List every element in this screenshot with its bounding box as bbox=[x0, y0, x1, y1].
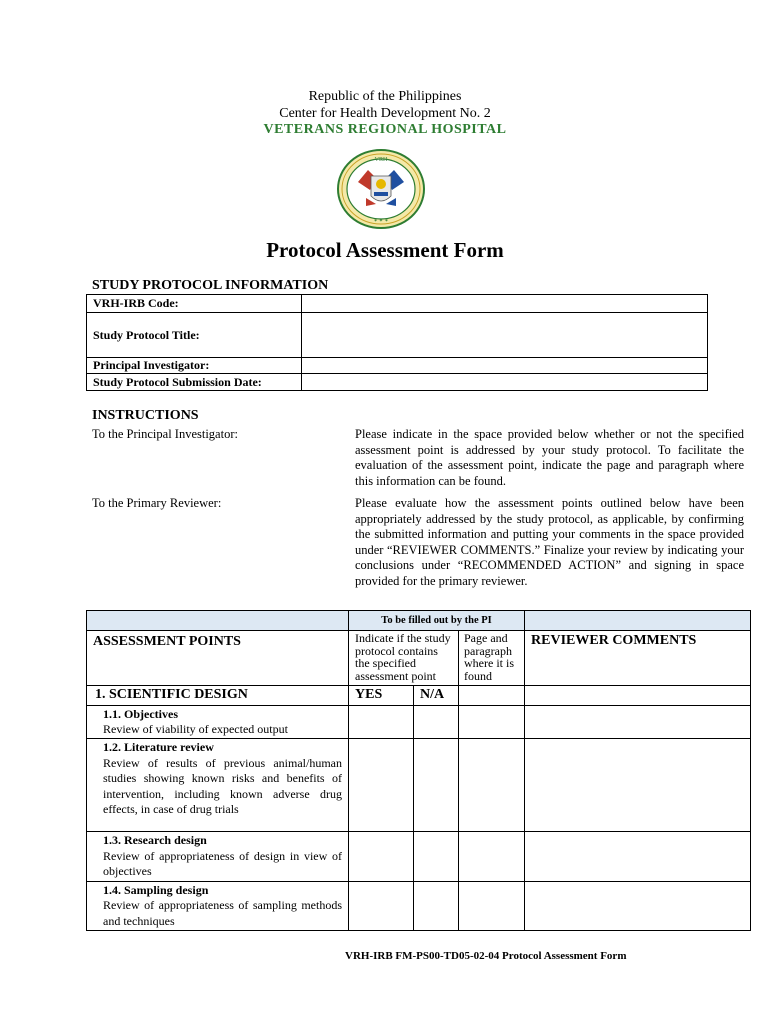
blank-cell bbox=[87, 611, 349, 631]
yes-header: YES bbox=[349, 686, 414, 706]
comment-cell[interactable] bbox=[525, 706, 751, 739]
assessment-points-header: ASSESSMENT POINTS bbox=[87, 631, 349, 686]
page-cell[interactable] bbox=[459, 832, 525, 882]
assessment-item-row bbox=[87, 739, 751, 832]
footer-form-code: VRH-IRB FM-PS00-TD05-02-04 Protocol Assessment Form bbox=[345, 950, 627, 962]
svg-text:✶ ✶ ✶: ✶ ✶ ✶ bbox=[373, 219, 389, 224]
submission-date-field[interactable] bbox=[302, 374, 708, 391]
assessment-item-row bbox=[87, 832, 751, 882]
reviewer-instruction-label: To the Primary Reviewer: bbox=[92, 496, 222, 510]
blank-cell bbox=[525, 611, 751, 631]
assessment-item bbox=[87, 706, 349, 739]
blank-cell bbox=[459, 686, 525, 706]
hospital-seal-logo bbox=[336, 148, 426, 230]
item-description: Review of appropriateness of design in view of objectives bbox=[103, 848, 342, 878]
assessment-item-row bbox=[87, 881, 751, 931]
na-cell[interactable] bbox=[414, 881, 459, 931]
form-title: Protocol Assessment Form bbox=[266, 238, 504, 262]
page-cell[interactable] bbox=[459, 881, 525, 931]
item-title: 1.2. Literature review bbox=[103, 740, 214, 754]
item-title: 1.4. Sampling design bbox=[103, 882, 209, 897]
study-info-label: Principal Investigator: bbox=[87, 358, 302, 374]
study-info-row bbox=[87, 295, 708, 313]
study-info-row bbox=[87, 313, 708, 358]
assessment-item bbox=[87, 832, 349, 882]
reviewer-instruction-text: Please evaluate how the assessment points outlined below have been appropriately addressed by the study protocol, as applicable, by confirming the submitted information and putting your comments in the space provided under “REVIEWER COMMENTS.” Finalize your review by indicating your conclusions under “RECOMMENDED ACTION” and signing in space provided for the primary reviewer. bbox=[355, 496, 744, 588]
study-info-row bbox=[87, 358, 708, 374]
page-cell[interactable] bbox=[459, 706, 525, 739]
comment-cell[interactable] bbox=[525, 832, 751, 882]
item-title: 1.1. Objectives bbox=[103, 707, 178, 721]
hospital-name: VETERANS REGIONAL HOSPITAL bbox=[263, 122, 507, 137]
section-title: 1. SCIENTIFIC DESIGN bbox=[87, 686, 349, 706]
page-paragraph-header: Page and paragraph where it is found bbox=[459, 631, 525, 686]
assessment-table bbox=[86, 610, 751, 931]
study-info-label: VRH-IRB Code: bbox=[87, 295, 302, 313]
pi-instruction-label: To the Principal Investigator: bbox=[92, 427, 238, 441]
assessment-item bbox=[87, 739, 349, 832]
assessment-header-row bbox=[87, 611, 751, 631]
yes-cell[interactable] bbox=[349, 739, 414, 832]
yes-cell[interactable] bbox=[349, 706, 414, 739]
study-info-table bbox=[86, 294, 708, 391]
study-protocol-title-field[interactable] bbox=[302, 313, 708, 358]
instructions-heading: INSTRUCTIONS bbox=[92, 408, 199, 423]
vrh-irb-code-field[interactable] bbox=[302, 295, 708, 313]
header-line-1: Republic of the Philippines bbox=[308, 89, 462, 104]
na-cell[interactable] bbox=[414, 706, 459, 739]
column-header-row bbox=[87, 631, 751, 686]
principal-investigator-field[interactable] bbox=[302, 358, 708, 374]
na-header: N/A bbox=[414, 686, 459, 706]
pi-instruction-text: Please indicate in the space provided below whether or not the specified assessment point is addressed by your study protocol. To facilitate the evaluation of the assessment point, indicate the page and paragraph where this information can be found. bbox=[355, 427, 744, 488]
page-cell[interactable] bbox=[459, 739, 525, 832]
study-info-label: Study Protocol Submission Date: bbox=[87, 374, 302, 391]
item-description: Review of results of previous animal/human studies showing known risks and benefits of intervention, including known adverse drug effects, in case of drug trials bbox=[103, 755, 342, 816]
comment-cell[interactable] bbox=[525, 881, 751, 931]
comment-cell[interactable] bbox=[525, 739, 751, 832]
section-row bbox=[87, 686, 751, 706]
item-description: Review of viability of expected output bbox=[103, 722, 288, 736]
na-cell[interactable] bbox=[414, 739, 459, 832]
yes-cell[interactable] bbox=[349, 832, 414, 882]
study-info-label: Study Protocol Title: bbox=[87, 313, 302, 358]
svg-text:VRH: VRH bbox=[374, 157, 388, 163]
item-title: 1.3. Research design bbox=[103, 833, 207, 847]
yes-cell[interactable] bbox=[349, 881, 414, 931]
assessment-item-row bbox=[87, 706, 751, 739]
reviewer-comments-header: REVIEWER COMMENTS bbox=[525, 631, 751, 686]
study-info-row bbox=[87, 374, 708, 391]
blank-cell bbox=[525, 686, 751, 706]
assessment-item bbox=[87, 881, 349, 931]
item-description: Review of appropriateness of sampling methods and techniques bbox=[103, 898, 342, 928]
study-info-heading: STUDY PROTOCOL INFORMATION bbox=[92, 278, 329, 293]
pi-fill-header: To be filled out by the PI bbox=[349, 611, 525, 631]
indicate-header: Indicate if the study protocol contains the specified assessment point bbox=[349, 631, 459, 686]
header-line-2: Center for Health Development No. 2 bbox=[279, 106, 491, 121]
na-cell[interactable] bbox=[414, 832, 459, 882]
